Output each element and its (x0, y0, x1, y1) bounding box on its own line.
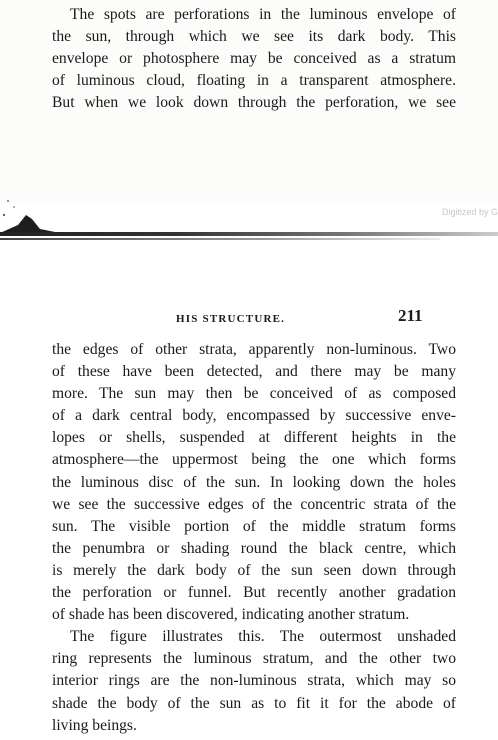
text-line: shade the body of the sun as to fit it for the abode of (52, 694, 456, 712)
running-head: HIS STRUCTURE. (176, 313, 286, 325)
text-line: lopes or shells, suspended at different heights in the (52, 429, 456, 447)
text-line: of luminous cloud, floating in a transparent atmosphere. (52, 72, 456, 90)
text-line: is merely the dark body of the sun seen down through (52, 561, 456, 579)
scan-edge-line (0, 232, 498, 236)
text-line: of a dark central body, encompassed by successive enve- (52, 407, 456, 425)
text-line: of these have been detected, and there may be many (52, 363, 456, 381)
watermark: Digitized by G (441, 207, 498, 217)
text-line: we see the successive edges of the concentric strata of the (52, 495, 456, 513)
text-line: the luminous disc of the sun. In looking down the holes (52, 473, 456, 491)
text-line: But when we look down through the perforation, we see (52, 94, 456, 112)
scan-smudge (0, 195, 60, 235)
text-line: The spots are perforations in the luminous envelope of (70, 6, 456, 23)
top-page-text (52, 4, 456, 114)
text-line: the penumbra or shading round the black centre, which (52, 539, 456, 557)
scan-edge-line (0, 238, 440, 240)
text-line: the sun, through which we see its dark body. This (52, 28, 456, 46)
text-line: more. The sun may then be conceived of as composed (52, 385, 456, 403)
page-number: 211 (398, 306, 423, 325)
text-line: living beings. (52, 716, 137, 734)
text-line: of shade has been discovered, indicating another stratum. (52, 606, 410, 624)
text-line: The figure illustrates this. The outermost unshaded (70, 628, 456, 646)
text-line: ring represents the luminous stratum, and the other two (52, 650, 456, 668)
page-break (0, 205, 498, 255)
text-line: the perforation or funnel. But recently another gradation (52, 584, 456, 602)
text-line: interior rings are the non-luminous strata, which may so (52, 672, 456, 690)
bottom-page-text (52, 339, 456, 737)
text-line: the edges of other strata, apparently non-luminous. Two (52, 341, 456, 358)
text-line: sun. The visible portion of the middle stratum forms (52, 517, 456, 535)
text-line: atmosphere—the uppermost being the one which forms (52, 451, 456, 469)
text-line: envelope or photosphere may be conceived as a stratum (52, 50, 456, 68)
